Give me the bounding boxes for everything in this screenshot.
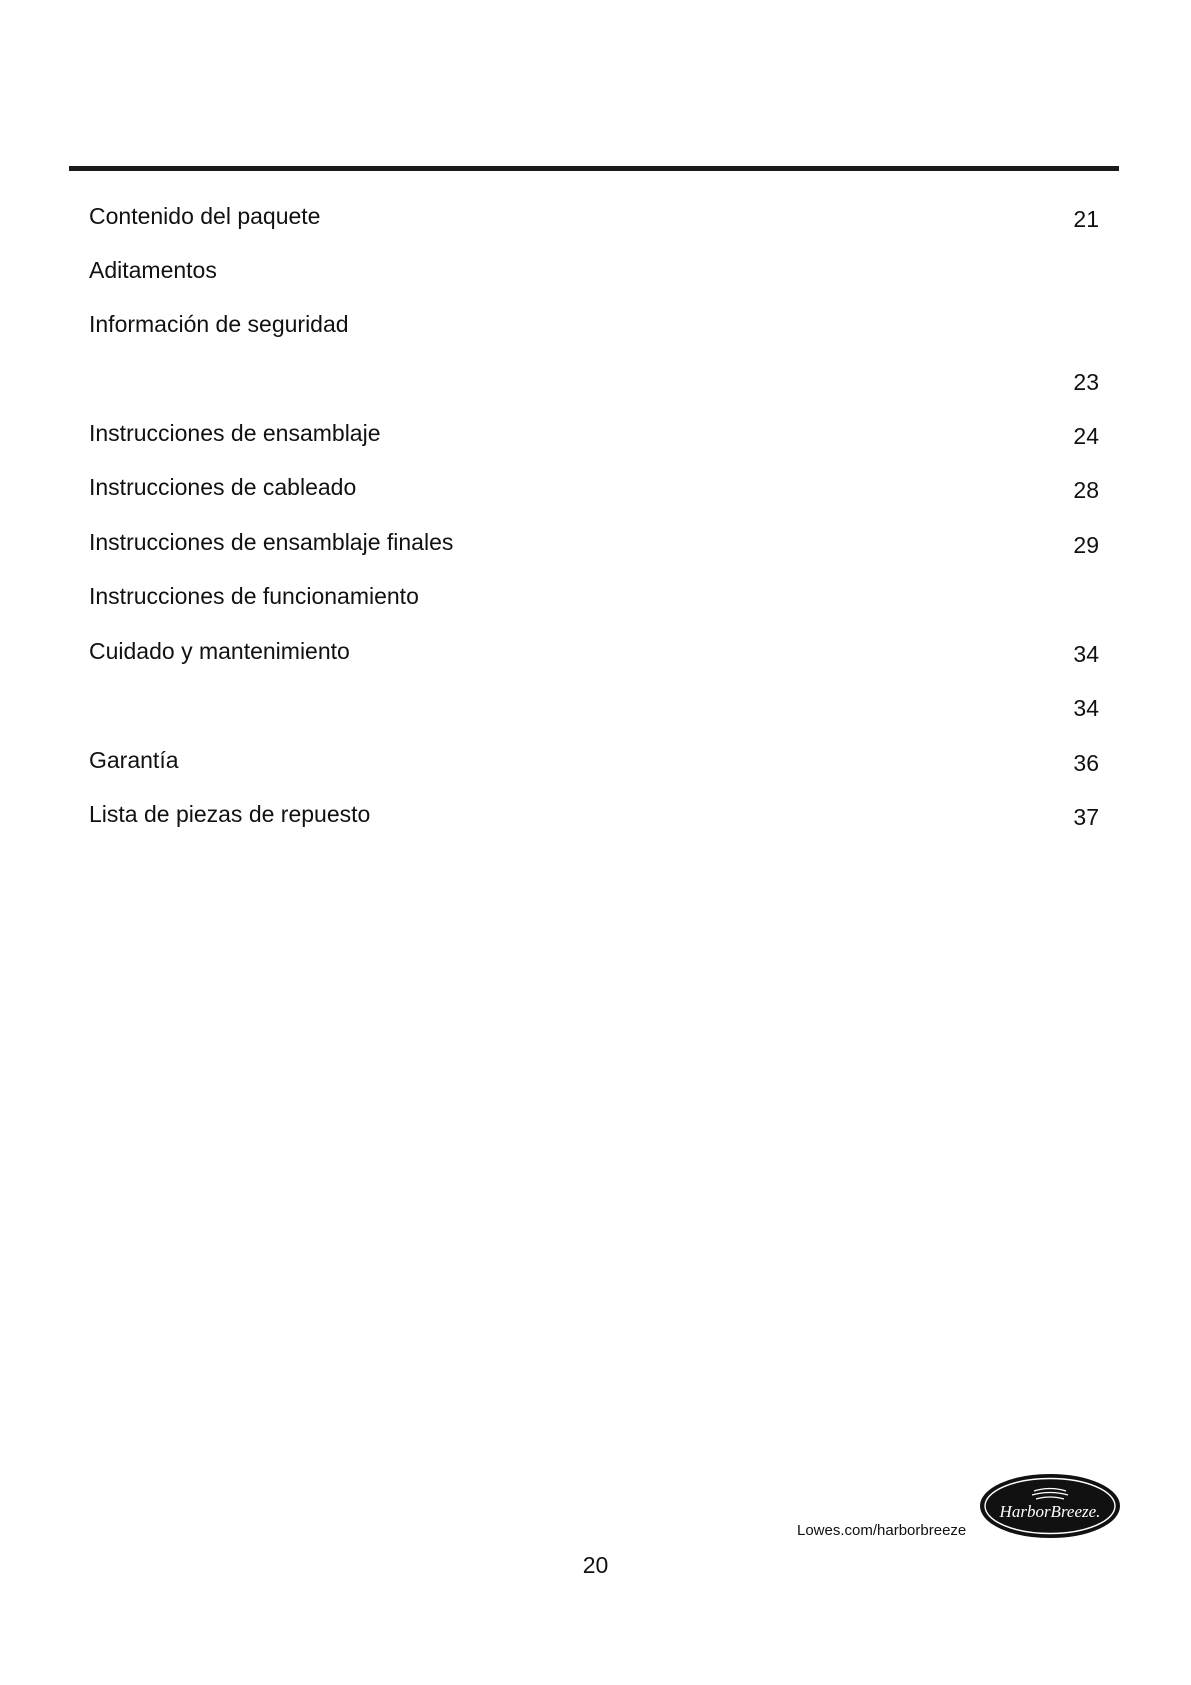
toc-page-number: 21 xyxy=(1073,206,1099,232)
toc-title: Instrucciones de cableado xyxy=(89,474,357,500)
toc-row[interactable] xyxy=(89,304,1099,344)
toc-title: Lista de piezas de repuesto xyxy=(89,801,371,827)
toc-title: Instrucciones de funcionamiento xyxy=(89,583,419,609)
toc-page-number: 37 xyxy=(1073,804,1099,830)
toc-row[interactable] xyxy=(89,522,1099,562)
logo-text: HarborBreeze. xyxy=(999,1502,1101,1521)
toc-row[interactable] xyxy=(89,250,1099,290)
toc-title: Información de seguridad xyxy=(89,311,349,337)
toc-page-number: 34 xyxy=(1073,695,1099,721)
toc-page-number: 29 xyxy=(1073,532,1099,558)
toc-row[interactable] xyxy=(89,576,1099,616)
toc-title: Instrucciones de ensamblaje xyxy=(89,420,381,446)
toc-row[interactable] xyxy=(89,359,1099,399)
harbor-breeze-logo xyxy=(979,1473,1121,1539)
toc-title: Aditamentos xyxy=(89,257,217,283)
toc-page-number: 24 xyxy=(1073,423,1099,449)
toc-row[interactable] xyxy=(89,740,1099,780)
toc-page-number: 34 xyxy=(1073,641,1099,667)
toc-title: Contenido del paquete xyxy=(89,203,321,229)
toc-title: Cuidado y mantenimiento xyxy=(89,638,350,664)
website-link[interactable]: Lowes.com/harborbreeze xyxy=(797,1522,967,1539)
toc-title: Garantía xyxy=(89,747,179,773)
toc-page-number: 23 xyxy=(1073,369,1099,395)
toc-row[interactable] xyxy=(89,413,1099,453)
header-rule xyxy=(69,166,1119,171)
toc-row[interactable] xyxy=(89,631,1099,671)
toc-title: Instrucciones de ensamblaje finales xyxy=(89,529,454,555)
page-number: 20 xyxy=(582,1552,609,1578)
toc-page-number: 28 xyxy=(1073,477,1099,503)
toc-row[interactable] xyxy=(89,685,1099,725)
toc-page-number: 36 xyxy=(1073,750,1099,776)
toc-row[interactable] xyxy=(89,467,1099,507)
toc-row[interactable] xyxy=(89,794,1099,834)
toc-row[interactable] xyxy=(89,196,1099,236)
